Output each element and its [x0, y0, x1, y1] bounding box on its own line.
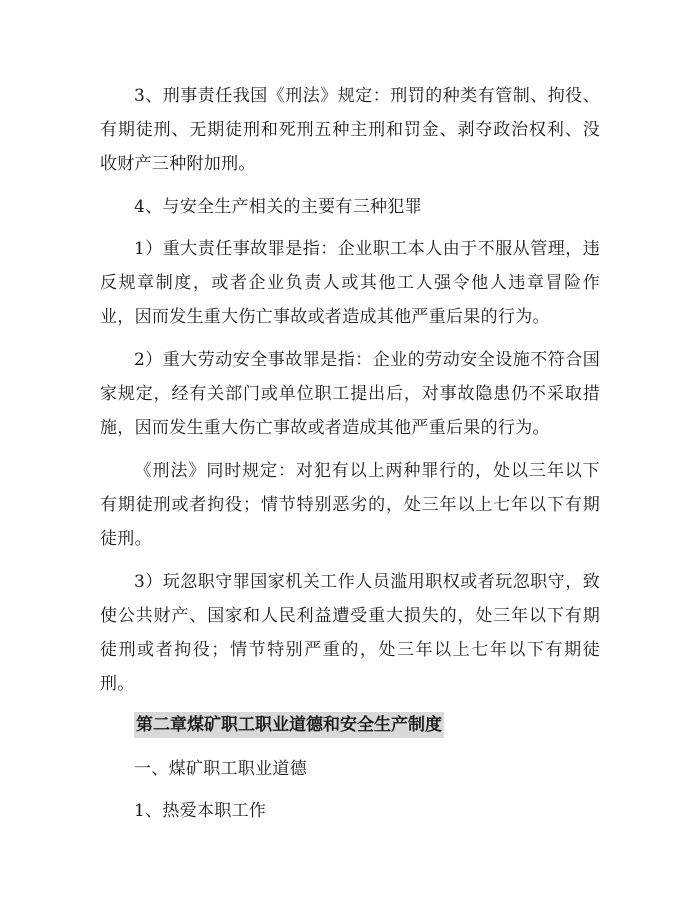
subsection-title: 1、热爱本职工作	[134, 801, 267, 821]
paragraph-major-liability-accident: 1）重大责任事故罪是指：企业职工本人由于不服从管理，违反规章制度，或者企业负责人或其他工人强令他人违章冒险作业，因而发生重大伤亡事故或者造成其他严重后果的行为。	[100, 239, 600, 327]
chapter-heading: 第二章煤矿职工职业道德和安全生产制度	[134, 712, 444, 738]
paragraph-criminal-liability: 3、刑事责任我国《刑法》规定：刑罚的种类有管制、拘役、有期徒刑、无期徒刑和死刑五种主刑和罚金、剥夺政治权利、没收财产三种附加刑。	[100, 86, 600, 174]
section-title: 一、煤矿职工职业道德	[134, 759, 307, 779]
paragraph-criminal-law-provision: 《刑法》同时规定：对犯有以上两种罪行的，处以三年以下有期徒刑或者拘役；情节特别恶劣的，处三年以上七年以下有期徒刑。	[100, 461, 600, 549]
paragraph-major-labor-safety-accident: 2）重大劳动安全事故罪是指：企业的劳动安全设施不符合国家规定，经有关部门或单位职工提出后，对事故隐患仍不采取措施，因而发生重大伤亡事故或者造成其他严重后果的行为。	[100, 350, 600, 438]
paragraph-dereliction-of-duty: 3）玩忽职守罪国家机关工作人员滥用职权或者玩忽职守，致使公共财产、国家和人民利益遭受重大损失的，处三年以下有期徒刑或者拘役；情节特别严重的，处三年以上七年以下有期徒刑。	[100, 572, 600, 694]
paragraph-three-crimes: 4、与安全生产相关的主要有三种犯罪	[134, 197, 422, 217]
